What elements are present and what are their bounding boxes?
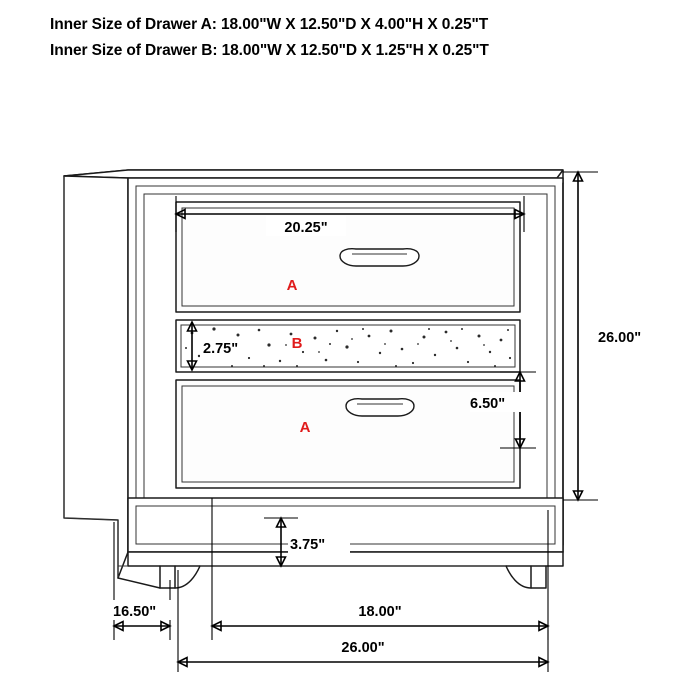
spec-text-drawer-a: Inner Size of Drawer A: 18.00"W X 12.50"D X 4.00"H X 0.25"T [50,16,489,33]
dim-label-bottom-drawer-height: 6.50" [470,396,506,412]
dim-overall-height [563,172,664,500]
drawer-a-bottom-label: A [299,419,311,436]
dim-overall-width [178,570,548,672]
spec-text-drawer-b: Inner Size of Drawer B: 18.00"W X 12.50"D X 1.25"H X 0.25"T [50,42,489,59]
dim-label-inner-width: 18.00" [358,604,402,620]
dim-label-overall-width: 26.00" [341,640,385,656]
dim-label-overall-height: 26.00" [598,330,642,346]
handle-bottom-icon[interactable] [346,399,414,416]
dim-label-top-drawer-width: 20.25" [284,220,328,236]
drawer-a-top[interactable] [176,202,520,312]
drawer-b-label: B [291,335,303,352]
dim-label-leg-height: 3.75" [290,537,326,553]
dim-label-middle-drawer-height: 2.75" [203,341,239,357]
dim-label-side-depth: 16.50" [113,604,157,620]
drawer-a-top-label: A [286,277,298,294]
handle-top-icon[interactable] [340,249,419,266]
drawer-a-bottom[interactable] [176,380,520,488]
